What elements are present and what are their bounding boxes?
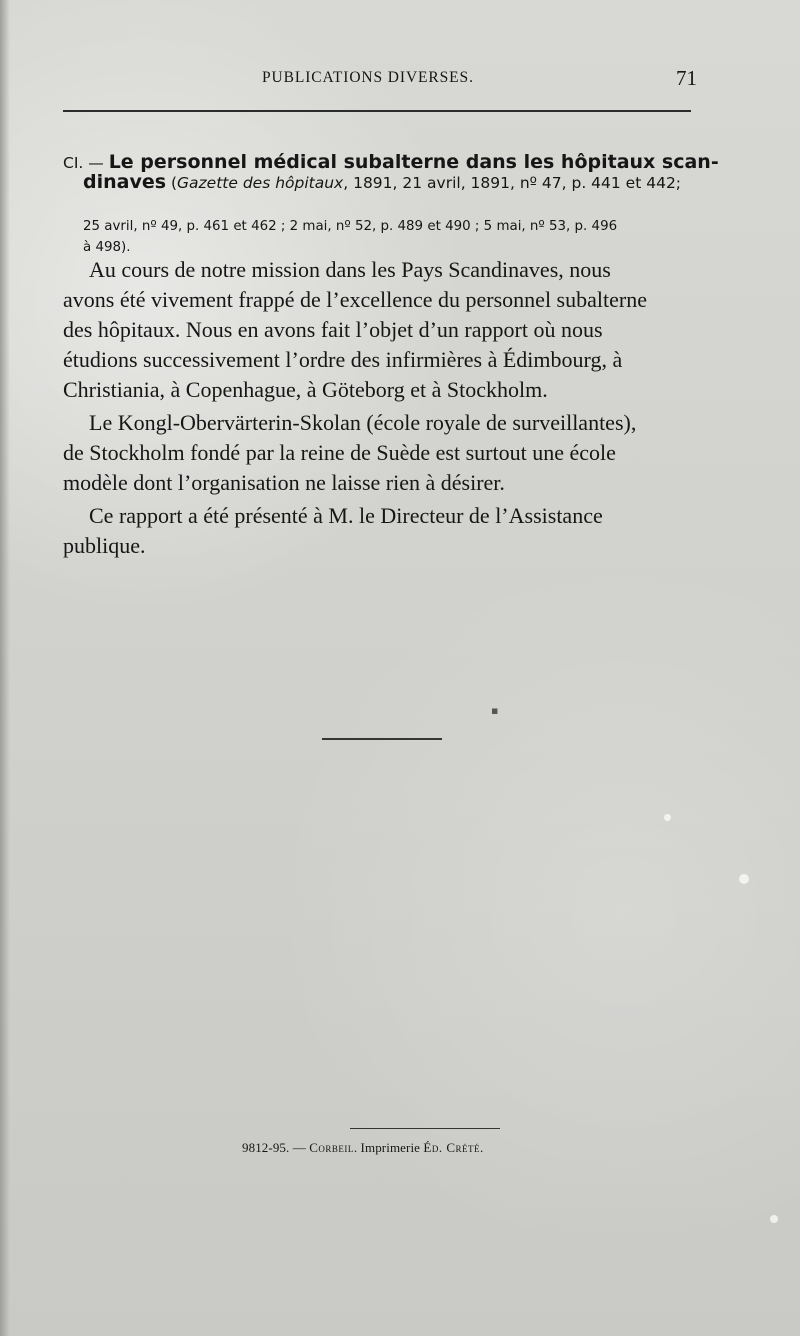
footer-rule bbox=[350, 1128, 500, 1129]
printing-place: Corbeil bbox=[309, 1140, 354, 1155]
page-number: 71 bbox=[676, 66, 697, 90]
header-rule bbox=[63, 110, 691, 112]
paper-speck bbox=[770, 1215, 778, 1223]
footer-end-punctuation: . bbox=[480, 1140, 484, 1155]
running-head: PUBLICATIONS DIVERSES. bbox=[262, 69, 474, 86]
paragraph-1-line-5: Christiania, à Copenhague, à Göteborg et à Stockholm. bbox=[63, 377, 548, 402]
entry-citation-open: ( bbox=[166, 174, 178, 192]
printer-label: . Imprimerie bbox=[353, 1140, 424, 1155]
entry-line-3: 25 avril, nº 49, p. 461 et 462 ; 2 mai, nº 52, p. 489 et 490 ; 5 mai, nº 53, p. 496 bbox=[83, 219, 618, 234]
paragraph-2-line-3: modèle dont l’organisation ne laisse rien à désirer. bbox=[63, 470, 505, 495]
printer-footer bbox=[242, 1138, 572, 1158]
entry-title-part-2: dinaves bbox=[83, 171, 167, 193]
paragraph-1-line-2: avons été vivement frappé de l’excellence du personnel subalterne bbox=[63, 287, 647, 312]
paragraph-1-line-3: des hôpitaux. Nous en avons fait l’objet d’un rapport où nous bbox=[63, 317, 603, 342]
section-end-rule bbox=[322, 738, 442, 740]
print-job-number: 9812-95. — bbox=[242, 1140, 310, 1155]
paragraph-2-line-1: Le Kongl-Obervärterin-Skolan (école royale de surveillantes), bbox=[89, 410, 637, 435]
paragraph-1-line-1: Au cours de notre mission dans les Pays Scandinaves, nous bbox=[89, 257, 611, 282]
scan-left-shadow bbox=[0, 0, 10, 1336]
paragraph-1-line-4: étudions successivement l’ordre des infirmières à Édimbourg, à bbox=[63, 347, 623, 372]
printer-name: Éd. Crété bbox=[423, 1140, 480, 1155]
paragraph-3-line-2: publique. bbox=[63, 533, 146, 558]
entry-line-4: à 498). bbox=[83, 240, 131, 255]
paragraph-2-line-2: de Stockholm fondé par la reine de Suède est surtout une école bbox=[63, 440, 616, 465]
entry-line-2 bbox=[83, 171, 681, 195]
entry-citation-details: , 1891, 21 avril, 1891, nº 47, p. 441 et 442; bbox=[343, 174, 682, 192]
entry-prefix: CI. — bbox=[63, 154, 109, 172]
entry-title-part-1: Le personnel médical subalterne dans les hôpitaux scan- bbox=[108, 151, 719, 173]
journal-title: Gazette des hôpitaux bbox=[177, 174, 344, 192]
paper-speck bbox=[664, 814, 671, 821]
paper-speck bbox=[739, 874, 749, 884]
paragraph-3-line-1: Ce rapport a été présenté à M. le Directeur de l’Assistance bbox=[89, 503, 603, 528]
ink-mark: ▪ bbox=[491, 704, 499, 717]
